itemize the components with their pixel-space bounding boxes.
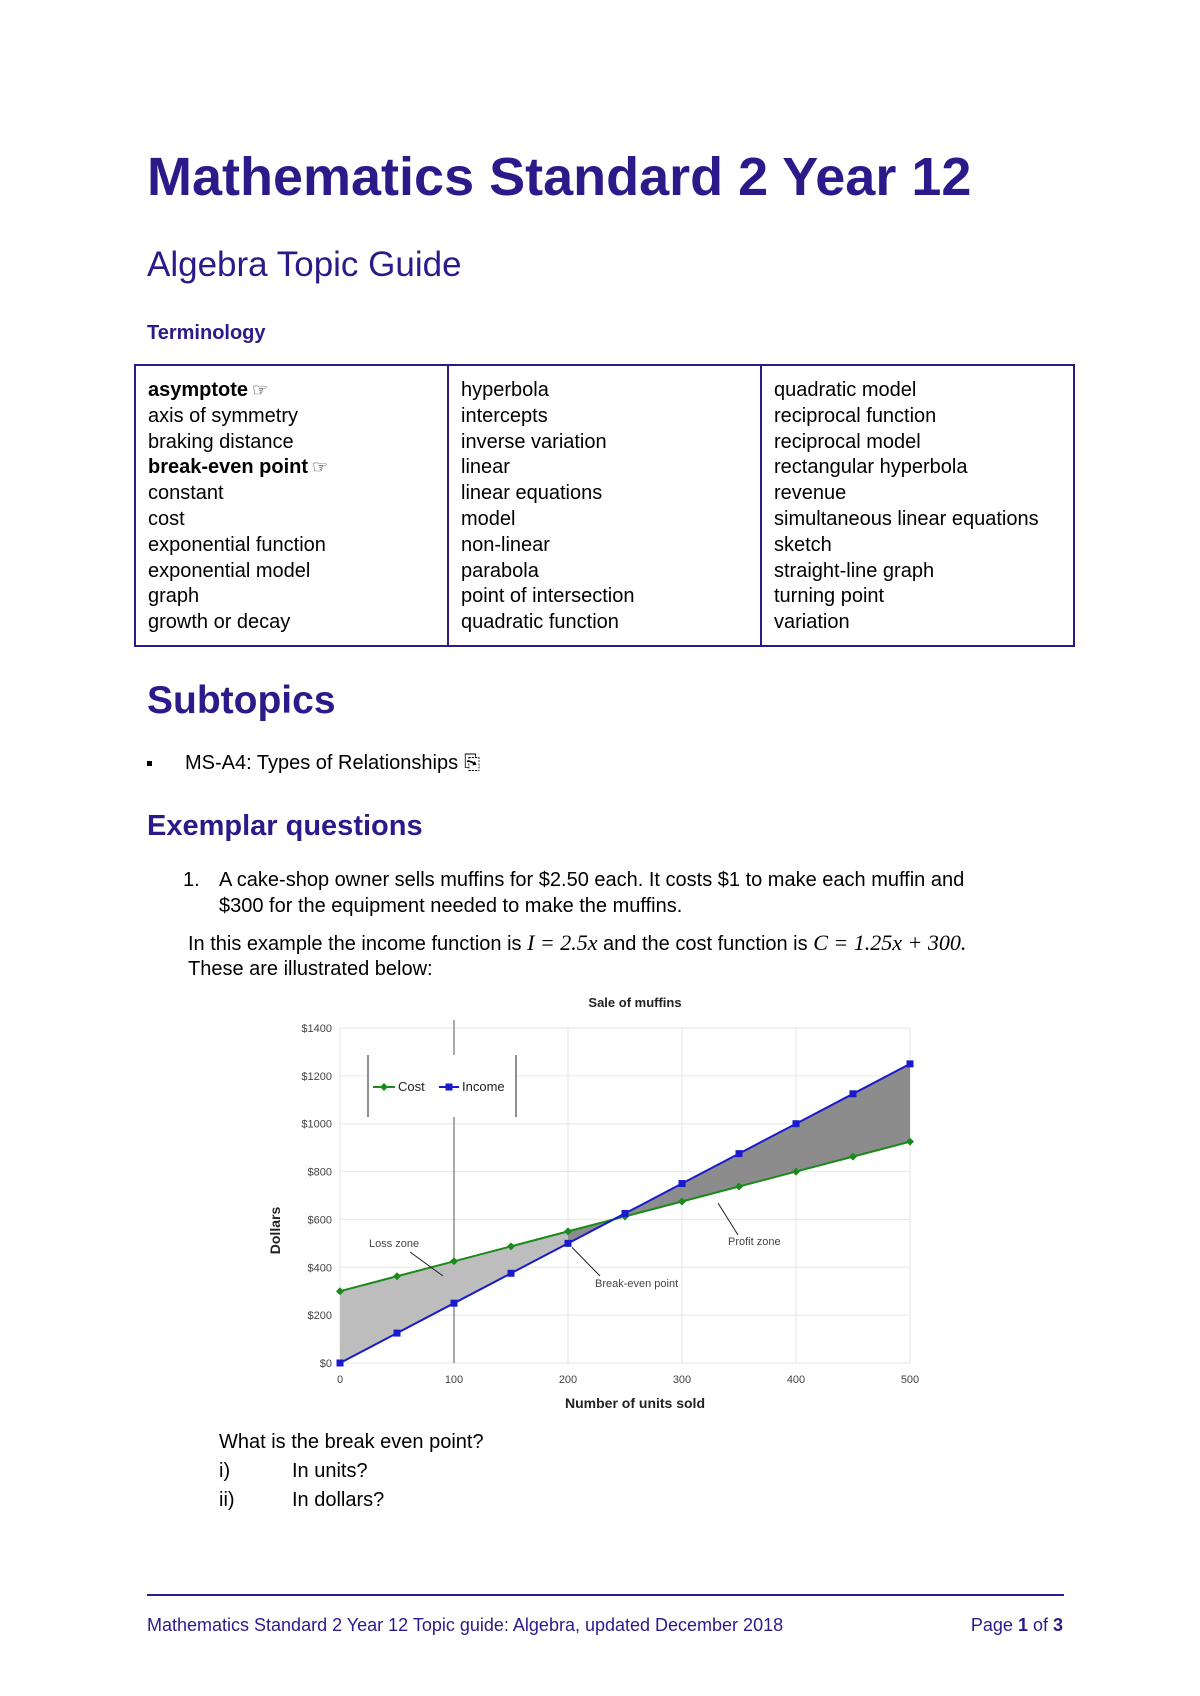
income-data-point [451, 1300, 458, 1307]
bullet-icon [147, 761, 152, 766]
income-data-point [907, 1060, 914, 1067]
term-item: revenue [774, 482, 847, 505]
term-item: quadratic model [774, 379, 917, 401]
terminology-table [134, 364, 1075, 647]
term-item: reciprocal model [774, 430, 921, 453]
x-tick-label: 100 [444, 1374, 464, 1386]
glossary-link-icon[interactable]: ☞ [312, 457, 329, 478]
loss-zone-annotation: Loss zone [369, 1238, 420, 1250]
terminology-column-3 [761, 365, 1074, 646]
legend-cost-label: Cost [398, 1079, 425, 1094]
subtopics-heading: Subtopics [147, 679, 336, 722]
income-data-point [793, 1120, 800, 1127]
term-item: rectangular hyperbola [774, 456, 968, 479]
term-item: hyperbola [461, 379, 549, 401]
legend-income-marker [446, 1084, 453, 1091]
term-asymptote[interactable]: asymptote ☞ [148, 379, 269, 401]
x-tick-label: 400 [786, 1374, 806, 1386]
income-data-point [337, 1360, 344, 1367]
sub-question-ii-label: ii) [219, 1489, 235, 1511]
term-item: simultaneous linear equations [774, 507, 1039, 530]
income-data-point [679, 1180, 686, 1187]
footer-divider [147, 1594, 1064, 1596]
profit-zone-annotation: Profit zone [728, 1236, 781, 1248]
term-item: inverse variation [461, 430, 607, 453]
page-number: Page 1 of 3 [970, 1615, 1063, 1635]
exemplar-questions-heading: Exemplar questions [147, 810, 423, 842]
income-data-point [622, 1210, 629, 1217]
sub-question-i-text: In units? [292, 1460, 368, 1482]
terminology-column-1 [135, 365, 448, 646]
y-tick-label: $0 [319, 1358, 332, 1370]
subtopic-list [147, 752, 480, 775]
term-item: cost [148, 507, 185, 530]
footer-title: Mathematics Standard 2 Year 12 Topic guide: Algebra, updated December 2018 [147, 1615, 784, 1635]
income-data-point [736, 1150, 743, 1157]
sub-question-ii-text: In dollars? [292, 1489, 385, 1511]
x-axis-label: Number of units sold [565, 1395, 705, 1411]
y-tick-label: $600 [307, 1214, 332, 1227]
term-item: exponential model [148, 559, 311, 582]
paperclip-icon[interactable]: ⎘ [464, 752, 481, 774]
income-data-point [394, 1330, 401, 1337]
y-tick-label: $800 [307, 1166, 332, 1179]
y-tick-label: $200 [307, 1310, 332, 1323]
terminology-heading: Terminology [147, 322, 266, 344]
break-even-annotation: Break-even point [595, 1278, 679, 1290]
term-item: growth or decay [148, 611, 291, 634]
legend-income-label: Income [462, 1079, 505, 1094]
topic-guide-subtitle: Algebra Topic Guide [147, 245, 462, 284]
question-text-line1: A cake-shop owner sells muffins for $2.50 each. It costs $1 to make each muffin and [219, 869, 965, 891]
term-item: model [461, 507, 516, 530]
break-even-question: What is the break even point? [219, 1431, 484, 1453]
cost-formula: C = 1.25x + 300. [813, 930, 967, 955]
sub-question-i-label: i) [219, 1460, 231, 1482]
subtopic-item[interactable] [147, 752, 480, 775]
term-item: linear equations [461, 482, 603, 505]
term-item: reciprocal function [774, 404, 937, 427]
x-tick-label: 500 [900, 1374, 920, 1386]
x-tick-label: 200 [558, 1374, 578, 1386]
term-item: quadratic function [461, 611, 619, 634]
term-item: constant [148, 482, 224, 505]
income-data-point [508, 1270, 515, 1277]
chart-title: Sale of muffins [588, 995, 682, 1010]
term-item: non-linear [461, 533, 550, 556]
x-tick-label: 0 [336, 1374, 344, 1386]
subtopic-link[interactable]: MS-A4: Types of Relationships [185, 752, 459, 774]
x-tick-label: 300 [672, 1374, 692, 1386]
term-item: linear [461, 456, 510, 479]
illustrated-text: These are illustrated below: [188, 958, 433, 980]
document-title: Mathematics Standard 2 Year 12 [147, 147, 972, 207]
term-item: sketch [774, 533, 832, 556]
term-break-even-point[interactable]: break-even point ☞ [148, 456, 329, 479]
sale-of-muffins-chart [255, 990, 945, 1420]
glossary-link-icon[interactable]: ☞ [252, 380, 269, 400]
y-tick-label: $1400 [301, 1023, 332, 1035]
term-item: braking distance [148, 430, 294, 453]
term-item: variation [774, 611, 850, 634]
y-tick-label: $1000 [301, 1118, 332, 1131]
term-item: intercepts [461, 404, 548, 427]
question-text-line2: $300 for the equipment needed to make the muffins. [219, 895, 683, 917]
break-even-arrow [572, 1247, 600, 1276]
term-item: parabola [461, 559, 539, 582]
term-item: axis of symmetry [148, 404, 299, 427]
question-number: 1. [183, 869, 200, 891]
terminology-column-2 [448, 365, 761, 646]
income-formula: I = 2.5x [527, 930, 598, 955]
functions-sentence: In this example the income function is I = 2.5x and the cost function is C = 1.25x + 300. [188, 930, 967, 955]
y-axis-label: Dollars [267, 1206, 283, 1255]
income-data-point [850, 1090, 857, 1097]
y-tick-label: $1200 [301, 1070, 332, 1083]
term-item: graph [148, 585, 200, 608]
term-item: turning point [774, 585, 885, 608]
term-item: straight-line graph [774, 559, 935, 582]
term-item: point of intersection [461, 585, 635, 608]
income-data-point [565, 1240, 572, 1247]
y-tick-label: $400 [307, 1262, 332, 1275]
term-item: exponential function [148, 533, 326, 556]
